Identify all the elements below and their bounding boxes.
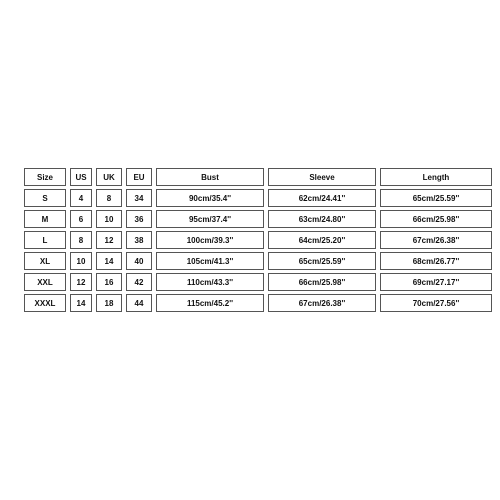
cell-us: 6 [70, 210, 92, 228]
cell-sleeve: 66cm/25.98'' [268, 273, 376, 291]
cell-eu: 42 [126, 273, 152, 291]
header-sleeve: Sleeve [268, 168, 376, 186]
cell-uk: 14 [96, 252, 122, 270]
cell-size: S [24, 189, 66, 207]
size-chart-table [20, 165, 496, 315]
cell-bust: 105cm/41.3'' [156, 252, 264, 270]
cell-eu: 40 [126, 252, 152, 270]
table-row [24, 273, 492, 291]
cell-size: L [24, 231, 66, 249]
cell-us: 4 [70, 189, 92, 207]
cell-sleeve: 62cm/24.41'' [268, 189, 376, 207]
cell-length: 69cm/27.17'' [380, 273, 492, 291]
header-length: Length [380, 168, 492, 186]
header-uk: UK [96, 168, 122, 186]
cell-sleeve: 67cm/26.38'' [268, 294, 376, 312]
cell-eu: 44 [126, 294, 152, 312]
cell-length: 70cm/27.56'' [380, 294, 492, 312]
table-row [24, 294, 492, 312]
cell-us: 8 [70, 231, 92, 249]
header-us: US [70, 168, 92, 186]
cell-us: 14 [70, 294, 92, 312]
cell-bust: 100cm/39.3'' [156, 231, 264, 249]
cell-eu: 34 [126, 189, 152, 207]
cell-sleeve: 65cm/25.59'' [268, 252, 376, 270]
cell-bust: 115cm/45.2'' [156, 294, 264, 312]
cell-eu: 38 [126, 231, 152, 249]
cell-us: 10 [70, 252, 92, 270]
header-bust: Bust [156, 168, 264, 186]
cell-uk: 8 [96, 189, 122, 207]
cell-sleeve: 64cm/25.20'' [268, 231, 376, 249]
cell-size: XL [24, 252, 66, 270]
cell-size: M [24, 210, 66, 228]
header-size: Size [24, 168, 66, 186]
cell-uk: 10 [96, 210, 122, 228]
table-row [24, 252, 492, 270]
cell-length: 65cm/25.59'' [380, 189, 492, 207]
cell-eu: 36 [126, 210, 152, 228]
cell-sleeve: 63cm/24.80'' [268, 210, 376, 228]
table-row [24, 210, 492, 228]
cell-uk: 16 [96, 273, 122, 291]
cell-bust: 90cm/35.4'' [156, 189, 264, 207]
cell-size: XXXL [24, 294, 66, 312]
cell-length: 67cm/26.38'' [380, 231, 492, 249]
cell-bust: 95cm/37.4'' [156, 210, 264, 228]
cell-length: 68cm/26.77'' [380, 252, 492, 270]
cell-us: 12 [70, 273, 92, 291]
cell-uk: 18 [96, 294, 122, 312]
header-eu: EU [126, 168, 152, 186]
cell-bust: 110cm/43.3'' [156, 273, 264, 291]
cell-uk: 12 [96, 231, 122, 249]
table-row [24, 189, 492, 207]
cell-length: 66cm/25.98'' [380, 210, 492, 228]
header-row [24, 168, 492, 186]
cell-size: XXL [24, 273, 66, 291]
table-row [24, 231, 492, 249]
